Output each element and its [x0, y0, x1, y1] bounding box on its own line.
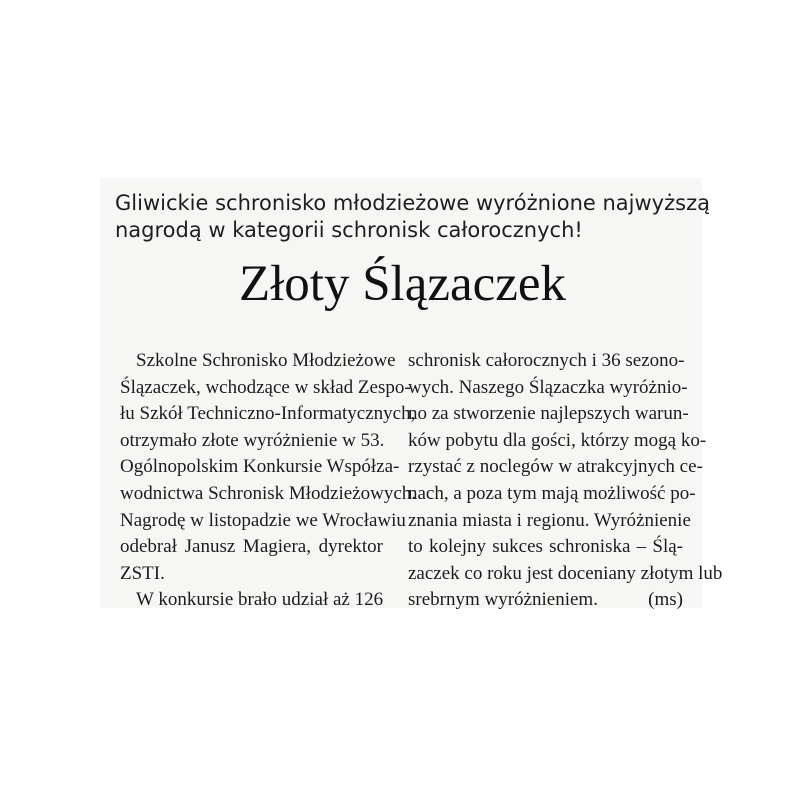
- article-lede: [115, 190, 710, 244]
- text-line: wodnictwa Schronisk Młodzieżowych.: [120, 482, 417, 504]
- lede-line: Gliwickie schronisko młodzieżowe wyróżnione najwyższą: [115, 191, 710, 215]
- text-line: Ślązaczek, wchodzące w skład Zespo-: [120, 376, 411, 398]
- text-line: łu Szkół Techniczno-Informatycznych,: [120, 403, 416, 425]
- text-line: rzystać z noclegów w atrakcyjnych ce-: [408, 456, 703, 478]
- closing-line: [408, 587, 683, 614]
- text-line: srebrnym wyróżnieniem.: [408, 589, 598, 611]
- text-line: to kolejny sukces schroniska – Ślą-: [408, 536, 683, 558]
- text-line: ków pobytu dla gości, którzy mogą ko-: [408, 429, 707, 451]
- text-line: Szkolne Schronisko Młodzieżowe: [136, 350, 396, 371]
- text-line: schronisk całorocznych i 36 sezono-: [408, 350, 685, 371]
- text-line: nach, a poza tym mają możliwość po-: [408, 482, 696, 504]
- text-line: wych. Naszego Ślązaczka wyróżnio-: [408, 376, 688, 398]
- article-column-left: [120, 348, 417, 614]
- text-line: otrzymało złote wyróżnienie w 53.: [120, 429, 385, 451]
- text-line: zaczek co roku jest doceniany złotym lub: [408, 562, 723, 584]
- text-line: W konkursie brało udział aż 126: [136, 589, 384, 611]
- text-line: znania miasta i regionu. Wyróżnienie: [408, 509, 691, 531]
- article-headline: Złoty Ślązaczek: [238, 256, 567, 312]
- text-line: Ogólnopolskim Konkursie Współza-: [120, 456, 400, 478]
- text-line: ZSTI.: [120, 562, 165, 584]
- text-line: odebrał Janusz Magiera, dyrektor: [120, 536, 383, 558]
- text-line: no za stworzenie najlepszych warun-: [408, 403, 689, 425]
- text-line: Nagrodę w listopadzie we Wrocławiu: [120, 509, 406, 531]
- article-column-right: [408, 348, 723, 614]
- author-signature: (ms): [648, 589, 683, 611]
- lede-line: nagrodą w kategorii schronisk całorocznych!: [115, 218, 583, 242]
